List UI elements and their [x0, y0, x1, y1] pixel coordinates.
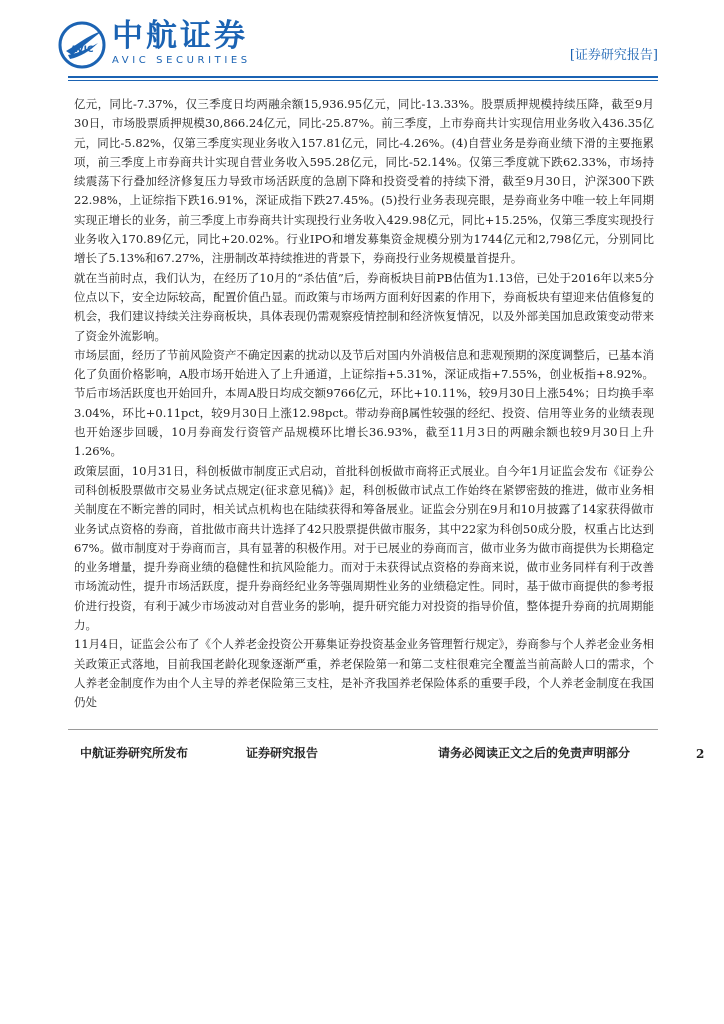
footer-disclaimer: 请务必阅读正文之后的免责声明部分	[438, 746, 631, 760]
body-paragraph: 就在当前时点，我们认为，在经历了10月的“杀估值”后，券商板块目前PB估值为1.13倍，已处于2016年以来5分位点以下，安全边际较高，配置价值凸显。而政策与市场两方面利好因素的作用下，券商板块有望迎来估值修复的机会，我们建议持续关注券商板块，具体表现仍需观察疫情控制和经济恢复情况，以及外部美国加息政策变动带来了资金外流影响。	[74, 270, 654, 343]
header-divider-thin	[68, 80, 658, 81]
brand-name-cn: 中航证券	[112, 18, 248, 54]
brand-name-en: AVIC SECURITIES	[112, 55, 251, 66]
footer-divider	[68, 729, 658, 730]
footer-doc-type: 证券研究报告	[246, 746, 319, 760]
body-paragraph: 亿元，同比-7.37%，仅三季度日均两融余额15,936.95亿元，同比-13.33%。股票质押规模持续压降，截至9月30日，市场股票质押规模30,866.24亿元，同比-25.87%。前三季度，上市券商共计实现信用业务收入436.35亿元，同比-5.82%，仅第三季度实现业务收入157.81亿元，同比-4.26%。(4)自营业务是券商业绩下滑的主要拖累项，前三季度上市券商共计实现自营业务收入595.28亿元，同比-52.14%。仅第三季度就下跌62.33%，市场持续震荡下行叠加经济修复压力导致市场活跃度的急剧下降和投资受着的持续下滑，截至9月30日，沪深300下跌22.98%，上证综指下跌16.91%，深证成指下跌27.45%。(5)投行业务表现亮眼，是券商业务中唯一较上年同期实现正增长的业务，前三季度上市券商共计实现投行业务收入429.98亿元，同比+15.25%，仅第三季度实现投行业务收入170.89亿元，同比+20.02%。行业IPO和增发募集资金规模分别为1744亿元和2,798亿元，分别同比增长了5.13%和67.27%，注册制改革持续推进的背景下，券商投行业务规模量首提升。	[74, 97, 654, 266]
footer-publisher: 中航证券研究所发布	[80, 746, 189, 760]
page-header	[0, 0, 724, 92]
avic-logo-icon	[58, 21, 106, 69]
page-number: 2	[696, 747, 705, 761]
body-paragraph: 11月4日，证监会公布了《个人养老金投资公开募集证券投资基金业务管理暂行规定》，券商参与个人养老金业务相关政策正式落地，目前我国老龄化现象逐渐严重，养老保险第一和第二支柱很难完全覆盖当前高龄人口的需求，个人养老金制度作为由个人主导的养老保险第三支柱，是补齐我国养老保险体系的重要手段，个人养老金制度在我国仍处	[74, 637, 654, 710]
header-divider	[68, 76, 658, 78]
report-body	[74, 95, 654, 845]
body-paragraph: 政策层面，10月31日，科创板做市制度正式启动，首批科创板做市商将正式展业。自今年1月证监会发布《证券公司科创板股票做市交易业务试点规定(征求意见稿)》起，科创板做市试点工作始终在紧锣密鼓的推进，做市业务相关制度在不断完善的同时，相关试点机构也在陆续获得和筹备展业。证监会分别在9月和10月披露了14家获得做市业务试点资格的券商，首批做市商共计选择了42只股票提供做市服务，其中22家为科创50成分股，权重占比达到67%。做市制度对于券商而言，具有显著的积极作用。对于已展业的券商而言，做市业务为做市商提供为长期稳定的业务增量，提升券商业绩的稳健性和抗风险能力。而对于未获得试点资格的券商来说，做市业务同样有利于改善市场流动性，提升市场活跃度，提升券商经纪业务等强周期性业务的业绩稳定性。同时，基于做市商提供的参考报价进行投资，有利于减少市场波动对自营业务的影响，提升研究能力对投资的指导价值，整体提升券商的抗周期能力。	[74, 463, 654, 633]
logo-badge-text: AVIC	[70, 45, 94, 55]
report-type-tag: [证券研究报告]	[569, 48, 658, 63]
body-paragraph: 市场层面，经历了节前风险资产不确定因素的扰动以及节后对国内外消极信息和悲观预期的深度调整后，已基本消化了负面价格影响，A股市场开始进入了上升通道，上证综指+5.31%，深证成指+7.55%，创业板指+8.92%。节后市场活跃度也开始回升，本周A股日均成交额9766亿元，环比+10.11%，较9月30日上涨54%；日均换手率3.04%，环比+0.11pct，较9月30日上涨12.98pct。带动券商β属性较强的经纪、投资、信用等业务的业绩表现也开始逐步回暖，10月券商发行资管产品规模环比增长36.93%，截至11月3日的两融余额也较9月30日上升1.26%。	[74, 347, 654, 459]
